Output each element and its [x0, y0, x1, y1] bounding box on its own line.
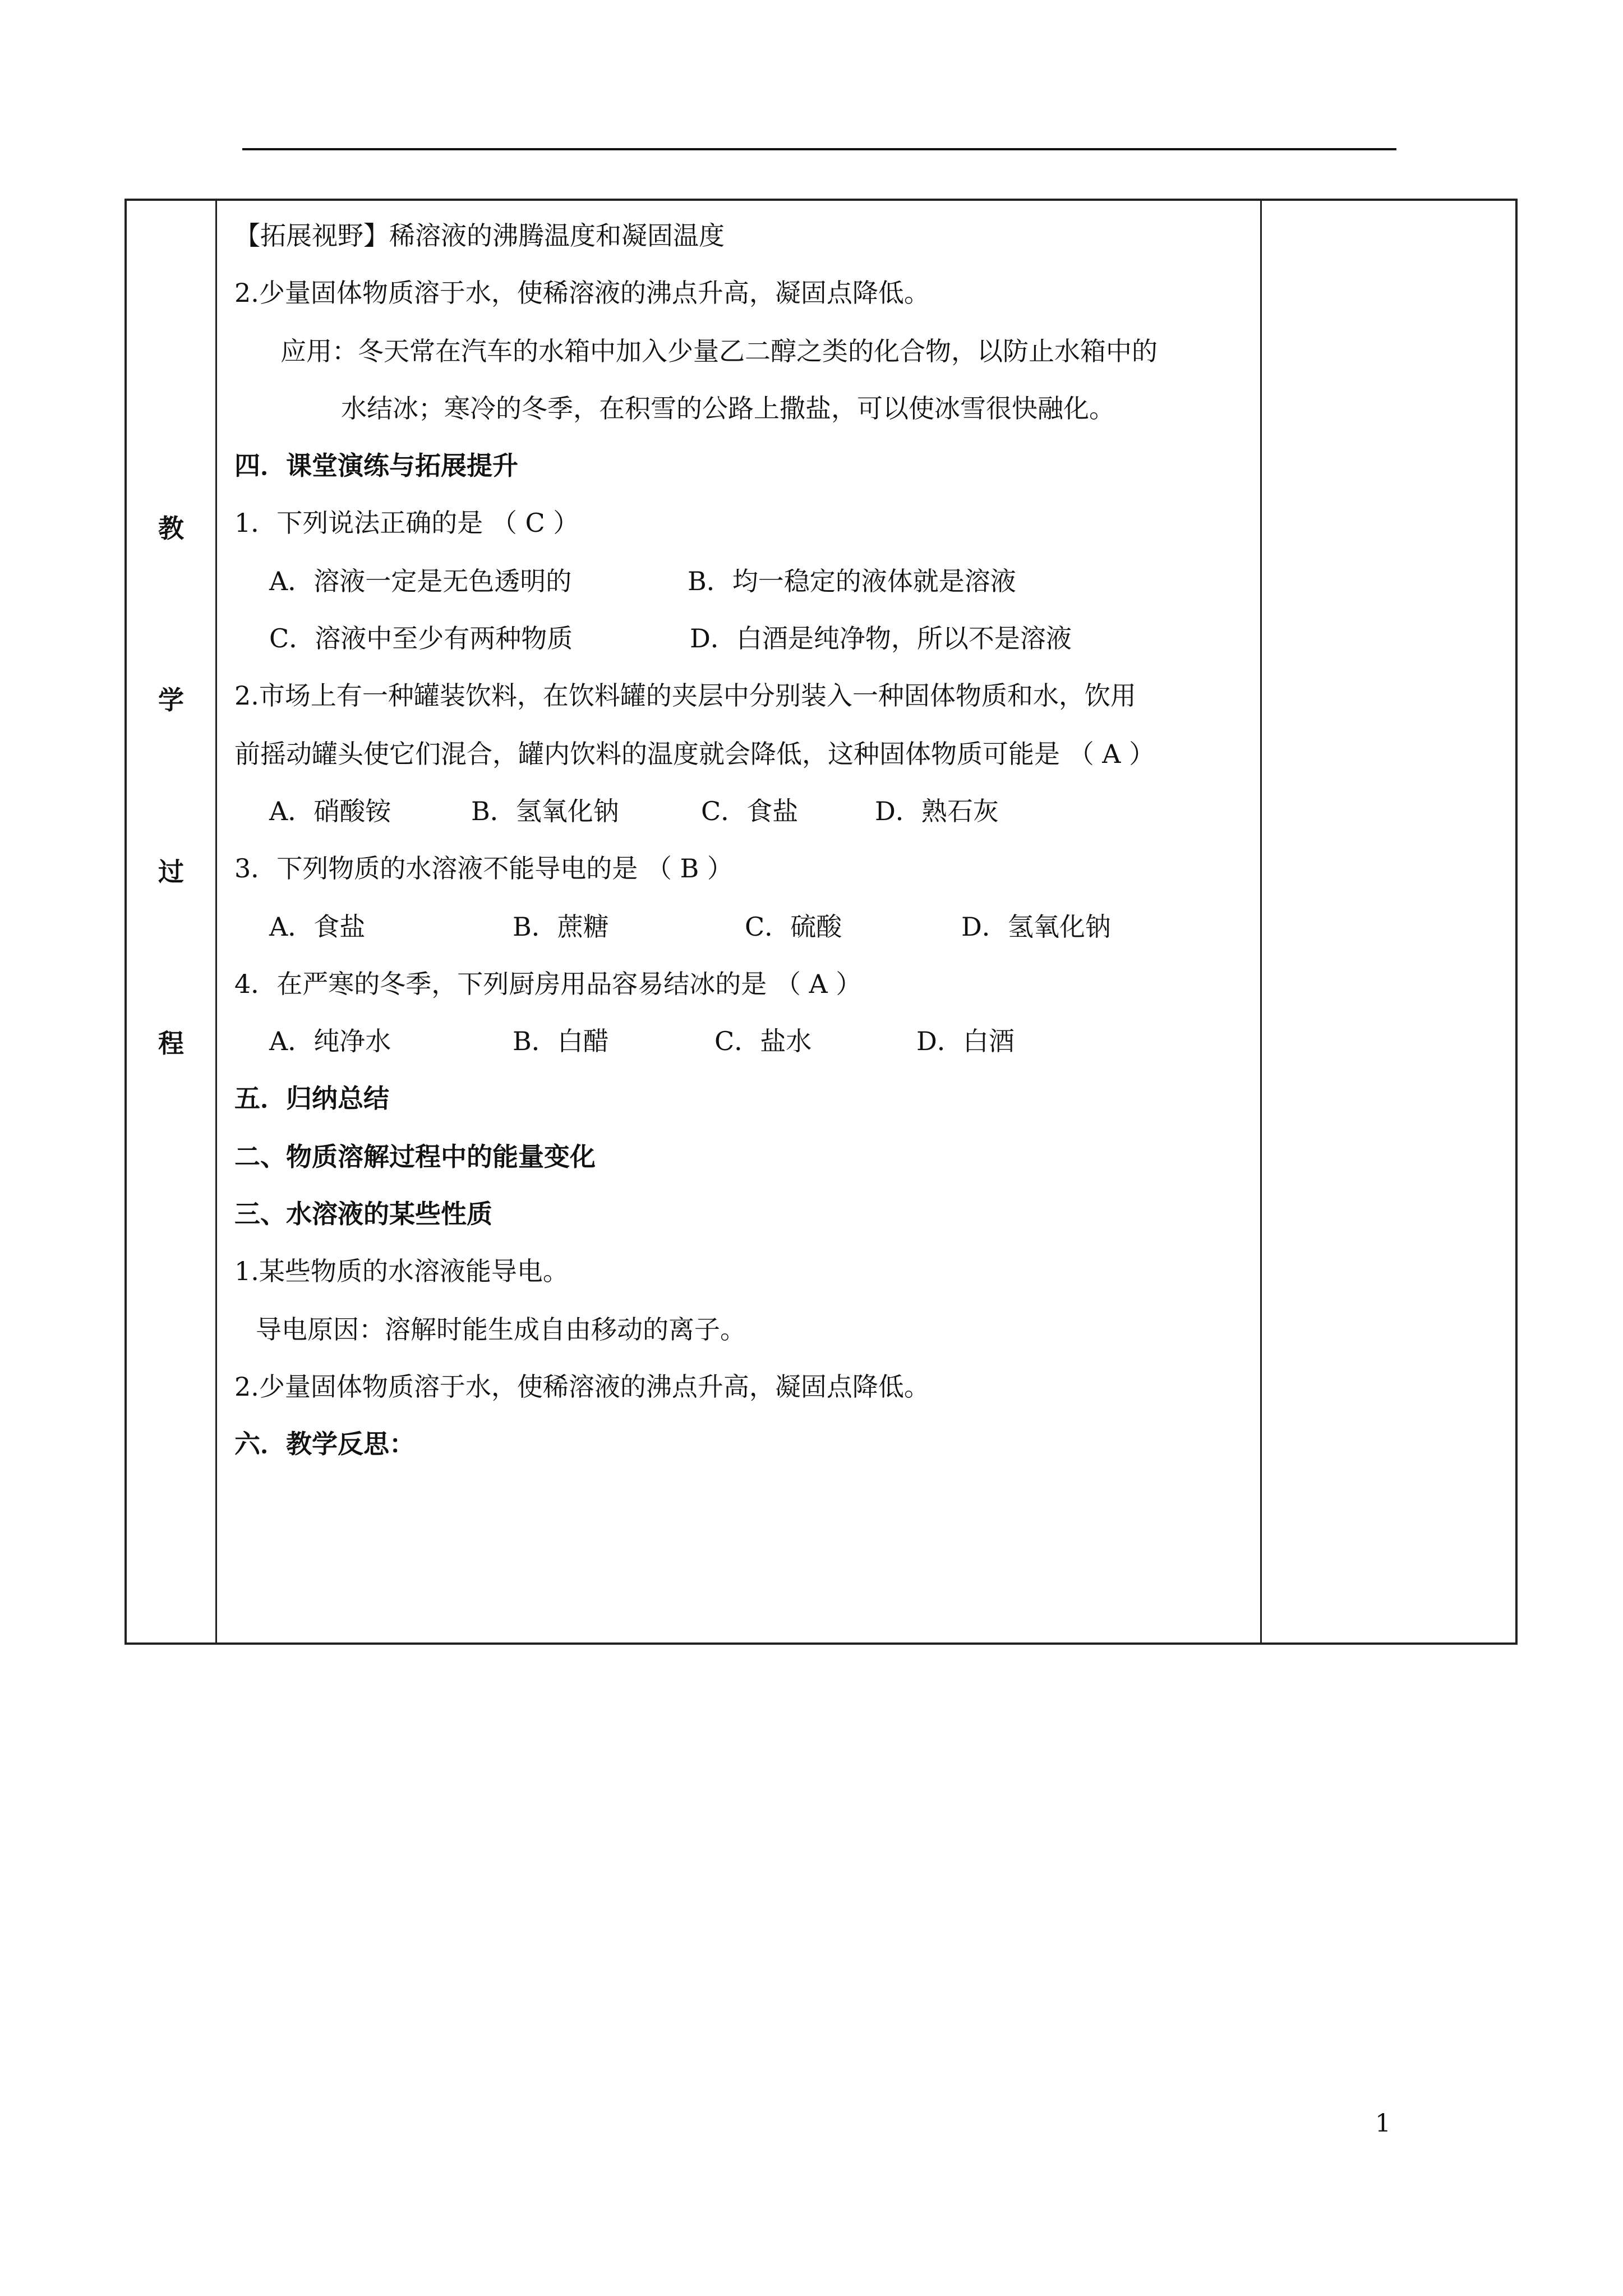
column-divider-right: [1260, 201, 1262, 1642]
option: B．氢氧化钠: [471, 796, 619, 826]
side-label-char: 学: [158, 685, 184, 715]
option: D．白酒: [916, 1026, 1015, 1056]
extended-view-heading: 【拓展视野】稀溶液的沸腾温度和凝固温度: [234, 220, 725, 251]
side-label-char: 过: [158, 857, 184, 887]
option: D．白酒是纯净物，所以不是溶液: [690, 623, 1072, 654]
option: C．硫酸: [745, 912, 842, 942]
option: B．白醋: [513, 1026, 609, 1056]
options-row: [269, 564, 1016, 598]
summary-heading: 三、水溶液的某些性质: [234, 1199, 492, 1229]
option: C．食盐: [701, 796, 799, 826]
page-number: 1: [1375, 2109, 1391, 2138]
option: A．溶液一定是无色透明的: [269, 566, 572, 596]
option: A．硝酸铵: [269, 796, 391, 826]
options-row: [269, 1024, 1015, 1058]
question: 1．下列说法正确的是 （ C ）: [234, 508, 579, 538]
option: B．蔗糖: [513, 912, 609, 942]
section-heading: 四．课堂演练与拓展提升: [234, 450, 518, 481]
options-row: [269, 910, 1111, 944]
option: A．纯净水: [269, 1026, 391, 1056]
question: 2.市场上有一种罐装饮料，在饮料罐的夹层中分别装入一种固体物质和水，饮用: [234, 680, 1136, 711]
summary-heading: 二、物质溶解过程中的能量变化: [234, 1142, 596, 1172]
options-row: [269, 794, 999, 828]
column-divider-left: [215, 201, 217, 1642]
question: 4．在严寒的冬季，下列厨房用品容易结冰的是 （ A ）: [234, 969, 862, 999]
options-row: [269, 622, 1072, 655]
option: D．氢氧化钠: [961, 912, 1111, 942]
text-line: 导电原因：溶解时能生成自由移动的离子。: [256, 1314, 746, 1345]
option: C．盐水: [714, 1026, 812, 1056]
lesson-table: [125, 199, 1518, 1645]
option: A．食盐: [269, 912, 366, 942]
text-line: 水结冰；寒冷的冬季，在积雪的公路上撒盐，可以使冰雪很快融化。: [341, 393, 1115, 424]
option: C．溶液中至少有两种物质: [269, 623, 573, 654]
section-heading: 五．归纳总结: [234, 1083, 389, 1114]
text-line: 2.少量固体物质溶于水，使稀溶液的沸点升高，凝固点降低。: [234, 1372, 930, 1402]
text-line: 1.某些物质的水溶液能导电。: [234, 1256, 569, 1286]
side-label-char: 教: [158, 513, 184, 544]
option: D．熟石灰: [875, 796, 999, 826]
side-label-char: 程: [158, 1028, 184, 1059]
text-line: 前摇动罐头使它们混合，罐内饮料的温度就会降低，这种固体物质可能是 （ A ）: [234, 739, 1155, 769]
option: B．均一稳定的液体就是溶液: [688, 566, 1016, 596]
question: 3．下列物质的水溶液不能导电的是 （ B ）: [234, 853, 733, 884]
text-line: 应用：冬天常在汽车的水箱中加入少量乙二醇之类的化合物，以防止水箱中的: [280, 336, 1158, 366]
section-heading: 六．教学反思：: [234, 1429, 415, 1459]
text-line: 2.少量固体物质溶于水，使稀溶液的沸点升高，凝固点降低。: [234, 278, 930, 308]
header-rule: [242, 148, 1396, 150]
